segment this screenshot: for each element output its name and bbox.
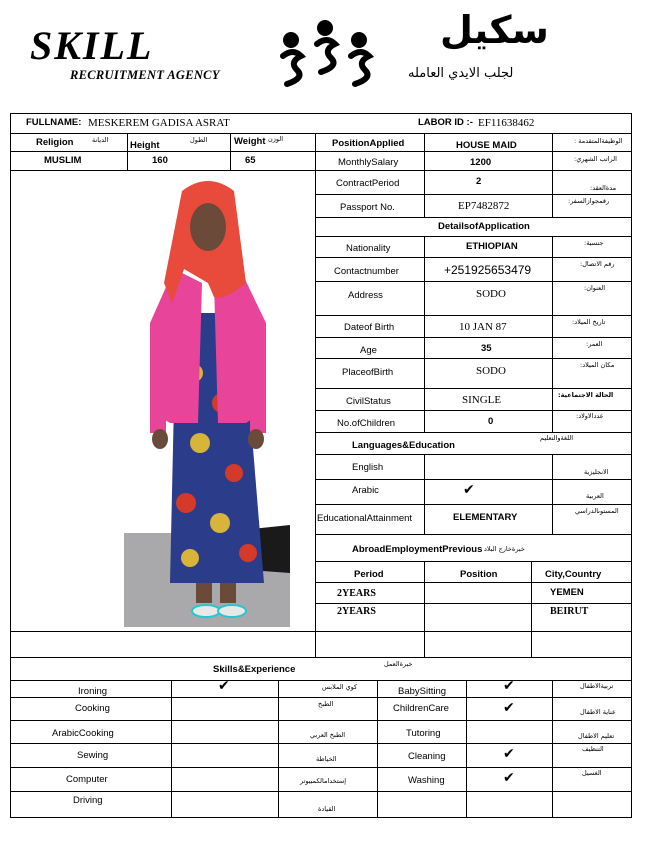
contact-value: +251925653479 xyxy=(444,263,532,277)
pob-label-ar: مكان الميلاد: xyxy=(580,361,615,369)
arabic-label: Arabic xyxy=(352,485,379,496)
skill-washing-label: Washing xyxy=(408,775,445,786)
skills-title: Skills&Experience xyxy=(213,664,296,675)
skill-tutoring-label: Tutoring xyxy=(406,728,441,739)
nationality-value: ETHIOPIAN xyxy=(466,241,518,252)
position-applied-label: PositionApplied xyxy=(332,138,405,149)
people-logo-icon xyxy=(275,18,375,90)
skills-title-cell xyxy=(10,657,632,681)
abroad-row-2-city: BEIRUT xyxy=(550,606,589,617)
age-value: 35 xyxy=(481,343,492,354)
dob-label-ar: تاريخ الميلاد: xyxy=(572,318,606,326)
skill-computer-check-cell[interactable] xyxy=(171,767,279,792)
address-value: SODO xyxy=(476,288,506,300)
nationality-label: Nationality xyxy=(346,243,391,254)
abroad-row-1-position-cell xyxy=(424,582,532,604)
skill-row-6-right-label-cell xyxy=(377,791,467,818)
abroad-title-ar: خبرةخارج البلاد xyxy=(484,545,525,553)
skill-arabiccooking-label: ArabicCooking xyxy=(52,728,114,739)
pob-value: SODO xyxy=(476,365,506,377)
arabic-check-cell[interactable] xyxy=(424,479,553,505)
skill-cooking-label: Cooking xyxy=(75,703,110,714)
salary-label: MonthlySalary xyxy=(338,157,399,168)
education-label: EducationalAttainment xyxy=(317,513,413,524)
contract-label-ar: مدةالعقد: xyxy=(590,184,617,192)
height-label: Height xyxy=(130,140,160,151)
abroad-row-3-position-cell xyxy=(424,631,532,658)
skill-cleaning-check-icon: ✔ xyxy=(503,746,515,762)
height-value-cell xyxy=(127,151,231,171)
salary-value: 1200 xyxy=(470,157,492,168)
skill-ironing-label: Ironing xyxy=(78,686,108,697)
passport-value: EP7482872 xyxy=(458,200,510,212)
skill-sewing-ar: الخياطة xyxy=(316,755,337,763)
skill-cleaning-label: Cleaning xyxy=(408,751,446,762)
skill-arabiccooking-ar: الطبخ العربي xyxy=(310,731,346,739)
weight-value: 65 xyxy=(245,155,256,166)
english-check-cell[interactable] xyxy=(424,454,553,480)
abroad-title: AbroadEmploymentPrevious xyxy=(352,544,483,555)
languages-title: Languages&Education xyxy=(352,440,455,451)
skill-ironing-ar: كوي الملابس xyxy=(322,683,358,691)
skill-driving-check-cell[interactable] xyxy=(171,791,279,818)
english-label-ar: الانجليزية xyxy=(584,468,609,476)
skill-row-6-right-ar-cell xyxy=(552,791,632,818)
skill-washing-check-icon: ✔ xyxy=(503,770,515,786)
skill-childrencare-check-icon: ✔ xyxy=(503,700,515,716)
skill-driving-label: Driving xyxy=(73,795,103,806)
contract-label: ContractPeriod xyxy=(336,178,400,189)
skill-babysitting-check-icon: ✔ xyxy=(503,678,515,694)
civil-label: CivilStatus xyxy=(346,396,391,407)
skill-row-6-right-check-cell[interactable] xyxy=(466,791,553,818)
skills-title-ar: خبرةالعمل xyxy=(384,660,413,668)
children-label: No.ofChildren xyxy=(337,418,396,429)
english-label: English xyxy=(352,462,384,473)
passport-label-ar: رقمجوازالسفر: xyxy=(568,197,610,205)
fullname-label: FULLNAME: xyxy=(26,117,82,128)
civil-label-ar: الحالة الاجتماعية: xyxy=(558,391,614,399)
abroad-row-2-period: 2YEARS xyxy=(337,606,376,617)
passport-label: Passport No. xyxy=(340,202,395,213)
skill-cleaning-ar: التنظيف xyxy=(582,745,604,753)
abroad-row-1-city: YEMEN xyxy=(550,587,584,598)
skill-sewing-check-cell[interactable] xyxy=(171,743,279,768)
dob-value: 10 JAN 87 xyxy=(459,321,507,333)
logo-text: SKILL xyxy=(30,23,154,68)
contact-label-ar: رقم الاتصال: xyxy=(580,260,615,268)
contract-value-cell xyxy=(424,170,553,195)
skill-computer-ar: إستخدامالكمبيوتر xyxy=(300,777,347,785)
religion-label-ar: الديانة xyxy=(92,136,109,144)
english-ar-cell xyxy=(552,454,632,480)
arabic-check-icon: ✔ xyxy=(463,482,475,498)
abroad-row-3-city-cell xyxy=(531,631,632,658)
contract-value: 2 xyxy=(476,176,482,187)
religion-label: Religion xyxy=(36,137,74,148)
weight-label-ar: الوزن xyxy=(268,135,284,143)
skill-cooking-check-cell[interactable] xyxy=(171,697,279,721)
skill-ironing-check-icon: ✔ xyxy=(218,678,230,694)
height-value: 160 xyxy=(152,155,168,166)
abroad-header-period: Period xyxy=(354,569,384,580)
weight-label: Weight xyxy=(234,136,266,147)
skill-cooking-ar: الطبخ xyxy=(318,700,334,708)
labor-id-value: EF11638462 xyxy=(478,117,535,129)
abroad-header-city: City,Country xyxy=(545,569,602,580)
applicant-photo xyxy=(124,173,290,627)
languages-title-ar: اللغةوالتعليم xyxy=(540,434,574,442)
skill-driving-ar: القيادة xyxy=(318,805,336,813)
address-label-ar: العنوان: xyxy=(584,284,606,292)
dob-label: Dateof Birth xyxy=(344,322,395,333)
salary-label-ar: الراتب الشهري: xyxy=(574,155,617,163)
abroad-row-2-position-cell xyxy=(424,603,532,632)
position-applied-value: HOUSE MAID xyxy=(456,140,517,151)
age-label: Age xyxy=(360,345,377,356)
abroad-row-1-period: 2YEARS xyxy=(337,588,376,599)
education-value: ELEMENTARY xyxy=(453,512,518,523)
height-label-ar: الطول xyxy=(190,136,208,144)
skill-tutoring-check-cell[interactable] xyxy=(466,720,553,744)
abroad-row-3-period-cell xyxy=(315,631,425,658)
civil-value: SINGLE xyxy=(462,394,502,406)
age-label-ar: العمر: xyxy=(586,340,603,348)
arabic-label-ar: العربية xyxy=(586,492,604,500)
position-applied-label-ar: الوظيفةالمتقدمة : xyxy=(574,137,623,145)
skill-sewing-label: Sewing xyxy=(77,750,109,761)
labor-id-label: LABOR ID :- xyxy=(418,117,473,128)
contact-label: Contactnumber xyxy=(334,266,399,277)
religion-value: MUSLIM xyxy=(44,155,82,166)
education-label-ar: المستوىالدراسي xyxy=(575,507,619,515)
nationality-label-ar: جنسية: xyxy=(584,239,604,247)
skill-babysitting-ar: تربيةالاطفال xyxy=(580,682,614,690)
details-title: DetailsofApplication xyxy=(438,221,530,232)
logo-subtitle: RECRUITMENT AGENCY xyxy=(70,68,220,82)
skill-washing-ar: الغسيل xyxy=(582,769,602,777)
skill-babysitting-label: BabySitting xyxy=(398,686,447,697)
weight-value-cell xyxy=(230,151,316,171)
photo-footer-cell xyxy=(10,631,316,658)
skill-arabiccooking-check-cell[interactable] xyxy=(171,720,279,744)
children-label-ar: عددالاولاد: xyxy=(576,412,604,420)
logo-arabic: سكيل xyxy=(440,8,549,52)
skill-tutoring-ar: تعليم الاطفال xyxy=(578,732,615,740)
pob-label: PlaceofBirth xyxy=(342,367,394,378)
fullname-value: MESKEREM GADISA ASRAT xyxy=(88,117,230,129)
skill-computer-label: Computer xyxy=(66,774,108,785)
abroad-header-position: Position xyxy=(460,569,498,580)
children-value: 0 xyxy=(488,416,494,427)
logo-arabic-subtitle: لجلب الايدي العامله xyxy=(408,66,514,81)
address-label: Address xyxy=(348,290,383,301)
skill-childrencare-label: ChildrenCare xyxy=(393,703,449,714)
skill-childrencare-ar: عناية الاطفال xyxy=(580,708,616,716)
